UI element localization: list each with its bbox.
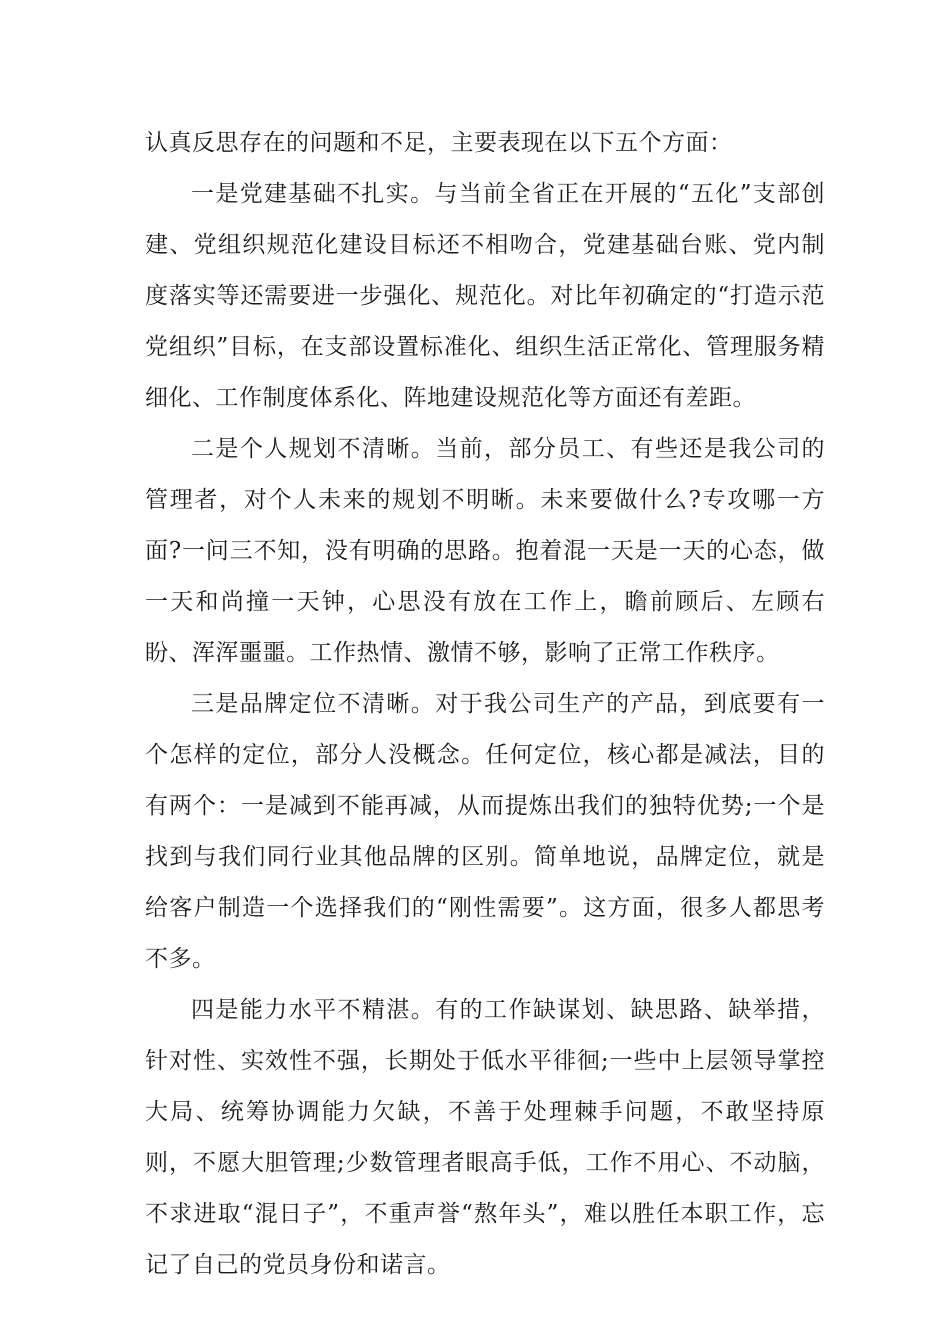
paragraph-point-3: 三是品牌定位不清晰。对于我公司生产的产品，到底要有一个怎样的定位，部分人没概念。任何定位，核心都是减法，目的有两个：一是减到不能再减，从而提炼出我们的独特优势;一个是找到与我们同行业其他品牌的区别。简单地说，品牌定位，就是给客户制造一个选择我们的“刚性需要”。这方面，很多人都思考不多。: [145, 691, 825, 972]
document-body: [145, 118, 825, 1291]
paragraph-point-1: 一是党建基础不扎实。与当前全省正在开展的“五化”支部创建、党组织规范化建设目标还不相吻合，党建基础台账、党内制度落实等还需要进一步强化、规范化。对比年初确定的“打造示范党组织”目标，在支部设置标准化、组织生活正常化、管理服务精细化、工作制度体系化、阵地建设规范化等方面还有差距。: [145, 181, 825, 411]
paragraph-point-2: 二是个人规划不清晰。当前，部分员工、有些还是我公司的管理者，对个人未来的规划不明晰。未来要做什么?专攻哪一方面?一问三不知，没有明确的思路。抱着混一天是一天的心态，做一天和尚撞一天钟，心思没有放在工作上，瞻前顾后、左顾右盼、浑浑噩噩。工作热情、激情不够，影响了正常工作秩序。: [145, 436, 825, 666]
paragraph-point-4: 四是能力水平不精湛。有的工作缺谋划、缺思路、缺举措，针对性、实效性不强，长期处于低水平徘徊;一些中上层领导掌控大局、统筹协调能力欠缺，不善于处理棘手问题，不敢坚持原则，不愿大胆管理;少数管理者眼高手低，工作不用心、不动脑，不求进取“混日子”，不重声誉“熬年头”，难以胜任本职工作，忘记了自己的党员身份和诺言。: [145, 997, 825, 1278]
paragraph-intro: 认真反思存在的问题和不足，主要表现在以下五个方面：: [145, 130, 733, 156]
